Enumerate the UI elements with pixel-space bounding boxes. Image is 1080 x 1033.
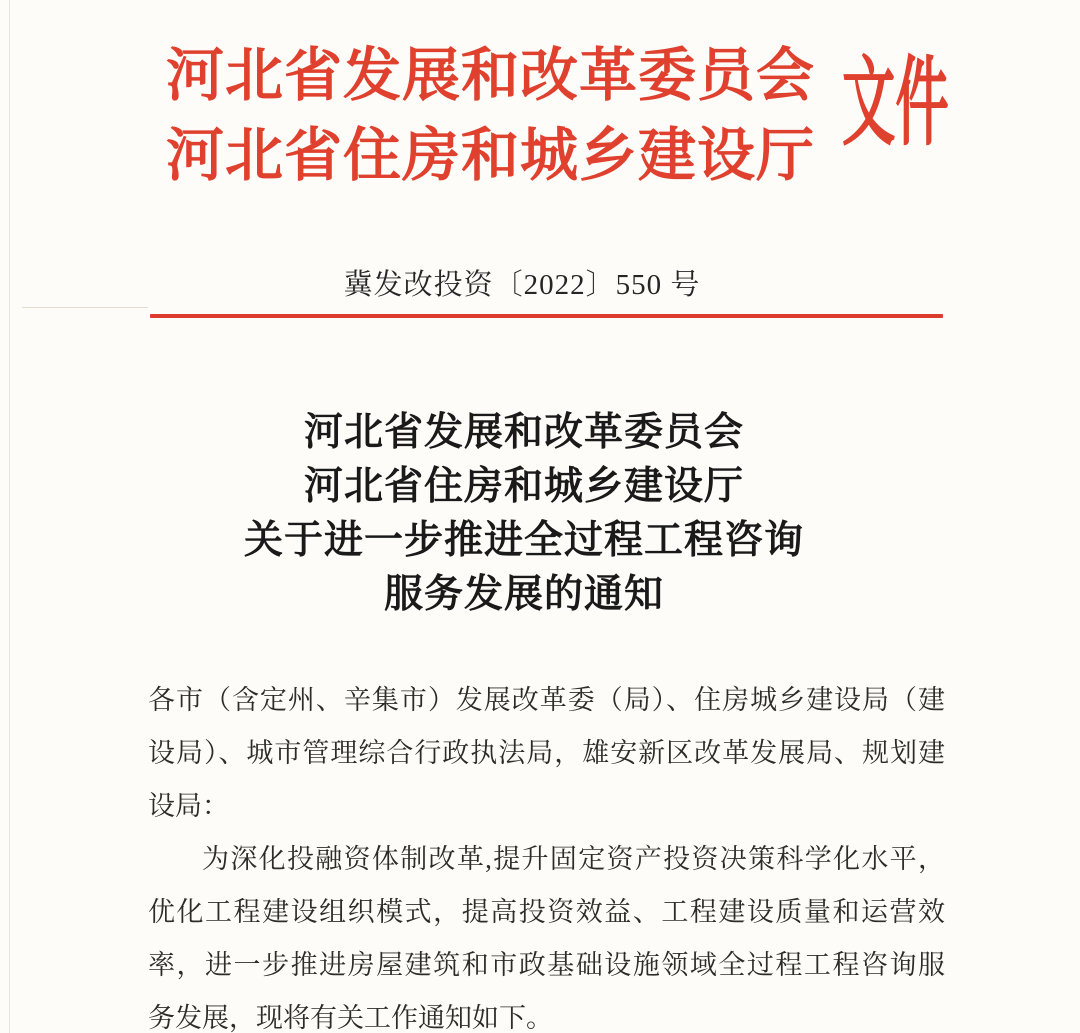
salutation-paragraph	[148, 674, 945, 833]
document-title-line-3: 关于进一步推进全过程工程咨询	[243, 519, 804, 562]
document-body	[148, 674, 945, 1033]
intro-line-1: 为深化投融资体制改革,提升固定资产投资决策科学化水平，	[202, 844, 945, 874]
document-title-line-2: 河北省住房和城乡建设厅	[303, 465, 744, 508]
letterhead	[166, 36, 815, 196]
letterhead-org-line-2: 河北省住房和城乡建设厅	[166, 123, 816, 188]
scan-rule-artifact	[22, 307, 148, 308]
intro-paragraph	[148, 833, 945, 1033]
salutation-line-3: 设局：	[148, 791, 229, 821]
document-title-line-1: 河北省发展和改革委员会	[303, 411, 744, 454]
intro-line-4: 务发展，现将有关工作通知如下。	[148, 1003, 553, 1033]
salutation-line-1: 各市（含定州、辛集市）发展改革委（局）、住房城乡建设局（建	[148, 685, 945, 715]
intro-line-3: 率，进一步推进房屋建筑和市政基础设施领域全过程工程咨询服	[148, 950, 945, 980]
document-title-line-4: 服务发展的通知	[383, 573, 664, 616]
letterhead-doc-type-label: 文件	[842, 50, 949, 157]
document-reference-number: 冀发改投资〔2022〕550 号	[343, 269, 701, 301]
letterhead-org-line-1: 河北省发展和改革委员会	[166, 43, 816, 108]
intro-line-2: 优化工程建设组织模式，提高投资效益、工程建设质量和运营效	[148, 897, 945, 927]
document-title	[0, 406, 1048, 622]
salutation-line-2: 设局）、城市管理综合行政执法局，雄安新区改革发展局、规划建	[148, 738, 945, 768]
red-divider-line	[150, 314, 943, 318]
